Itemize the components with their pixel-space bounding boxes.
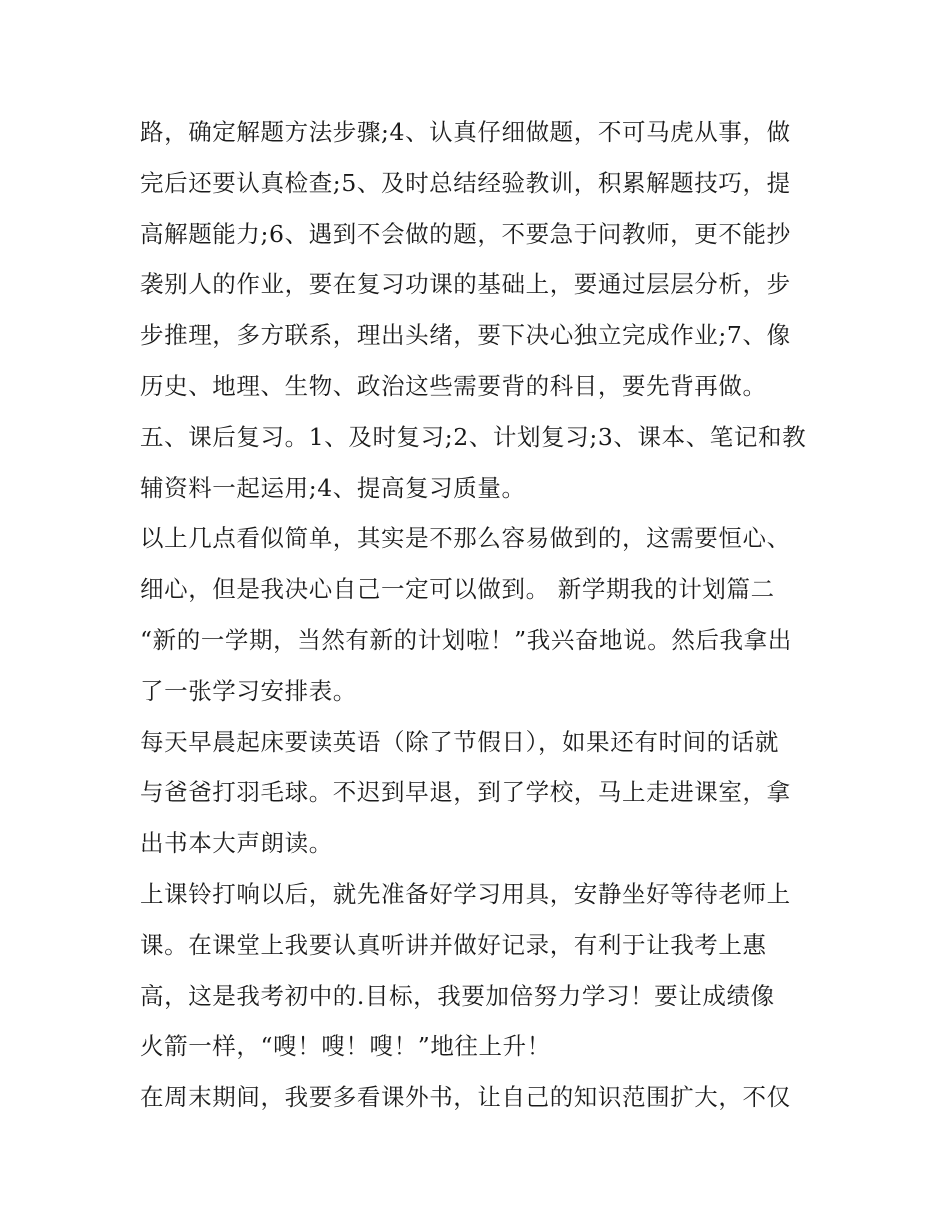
text-line: 每天早晨起床要读英语（除了节假日），如果还有时间的话就 bbox=[140, 727, 779, 756]
text-line: 高，这是我考初中的.目标，我要加倍努力学习！要让成绩像 bbox=[140, 981, 775, 1010]
text-line: 步推理，多方联系，理出头绪，要下决心独立完成作业;7、像 bbox=[140, 321, 791, 350]
text-line: 袭别人的作业，要在复习功课的基础上，要通过层层分析，步 bbox=[140, 270, 791, 299]
text-line: 了一张学习安排表。 bbox=[140, 676, 357, 705]
text-line: 五、课后复习。1、及时复习;2、计划复习;3、课本、笔记和教 bbox=[140, 422, 807, 451]
text-line: 细心，但是我决心自己一定可以做到。 新学期我的计划篇二 bbox=[140, 575, 775, 604]
text-line: 课。在课堂上我要认真听讲并做好记录，有利于让我考上惠 bbox=[140, 930, 767, 959]
text-line: 高解题能力;6、遇到不会做的题，不要急于问教师，更不能抄 bbox=[140, 219, 791, 248]
text-line: 火箭一样，“嗖！嗖！嗖！”地往上升！ bbox=[140, 1032, 551, 1061]
text-line: 历史、地理、生物、政治这些需要背的科目，要先背再做。 bbox=[140, 371, 767, 400]
document-body bbox=[140, 107, 840, 1123]
text-line: 出书本大声朗读。 bbox=[140, 829, 333, 858]
text-line: 与爸爸打羽毛球。不迟到早退，到了学校，马上走进课室，拿 bbox=[140, 778, 791, 807]
text-line: 路，确定解题方法步骤;4、认真仔细做题，不可马虎从事，做 bbox=[140, 118, 791, 146]
text-line: 上课铃打响以后，就先准备好学习用具，安静坐好等待老师上 bbox=[140, 879, 791, 908]
text-line: 辅资料一起运用;4、提高复习质量。 bbox=[140, 473, 526, 502]
text-line: 完后还要认真检查;5、及时总结经验教训，积累解题技巧，提 bbox=[140, 168, 791, 197]
text-line: 以上几点看似简单，其实是不那么容易做到的，这需要恒心、 bbox=[140, 524, 791, 553]
text-line: “新的一学期，当然有新的计划啦！”我兴奋地说。然后我拿出 bbox=[140, 625, 792, 654]
text-line: 在周末期间，我要多看课外书，让自己的知识范围扩大，不仅 bbox=[140, 1083, 791, 1112]
